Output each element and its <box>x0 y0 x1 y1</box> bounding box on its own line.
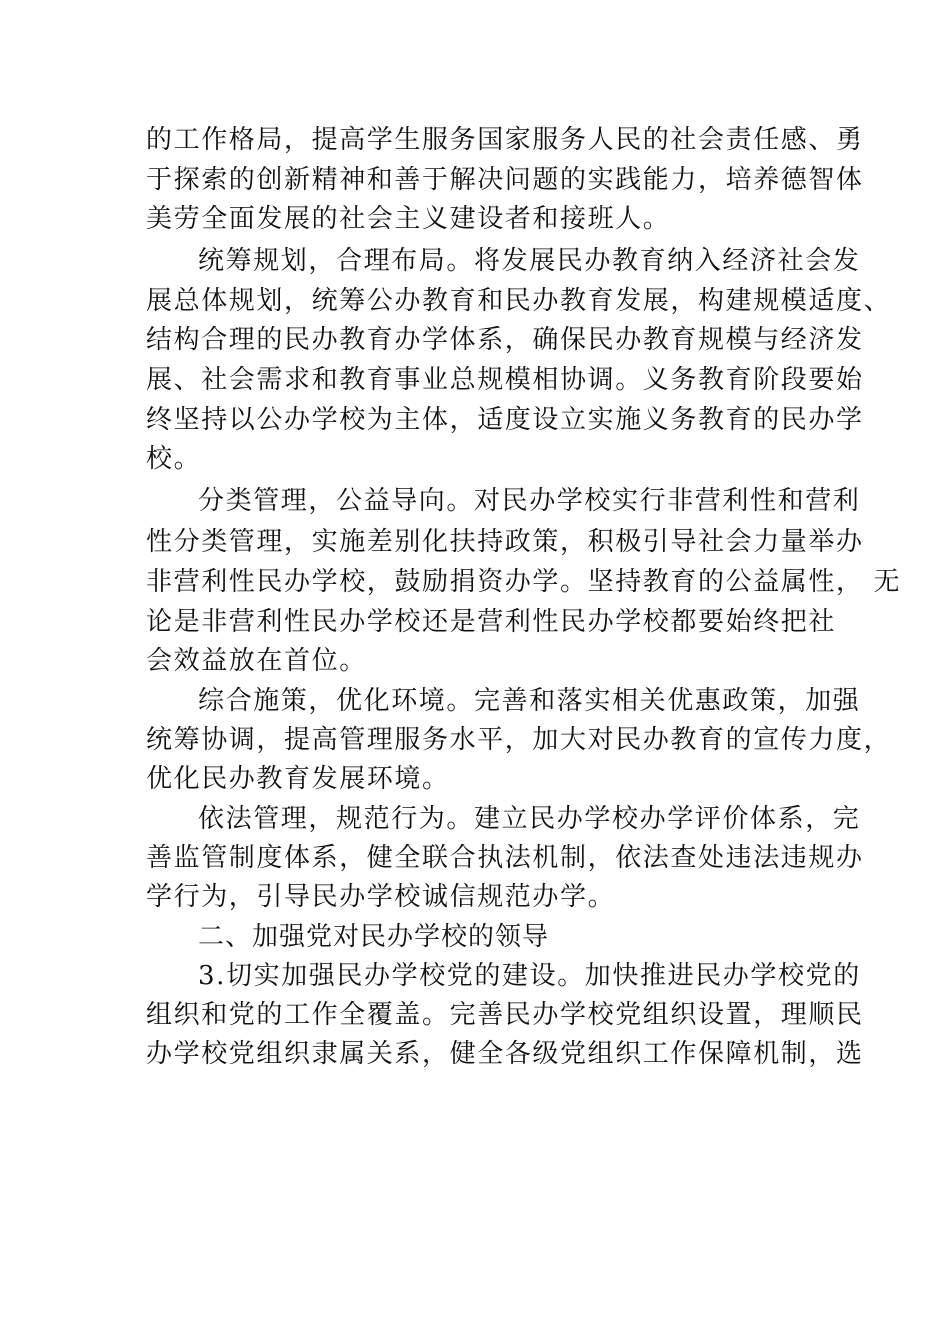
paragraph-5-line-1: 依法管理，规范行为。建立民办学校办学评价体系，完 <box>198 804 861 834</box>
paragraph-2-line-2: 展总体规划，统筹公办教育和民办教育发展，构建规模适度、 <box>146 286 892 316</box>
paragraph-6-line-2: 组织和党的工作全覆盖。完善民办学校党组织设置，理顺民 <box>146 1000 864 1030</box>
paragraph-1-line-1: 的工作格局，提高学生服务国家服务人民的社会责任感、勇 <box>146 125 864 155</box>
paragraph-6-line-1: 3.切实加强民办学校党的建设。加快推进民办学校党的 <box>198 961 861 991</box>
paragraph-2-line-6: 校。 <box>146 444 202 474</box>
paragraph-2-line-3: 结构合理的民办教育办学体系，确保民办教育规模与经济发 <box>146 325 864 355</box>
paragraph-2-line-4: 展、社会需求和教育事业总规模相协调。义务教育阶段要始 <box>146 365 864 395</box>
paragraph-2-line-5: 终坚持以公办学校为主体，适度设立实施义务教育的民办学 <box>146 405 864 435</box>
paragraph-4-line-1: 综合施策，优化环境。完善和落实相关优惠政策，加强 <box>198 686 861 716</box>
paragraph-3-line-4: 论是非营利性民办学校还是营利性民办学校都要始终把社 <box>146 607 837 637</box>
paragraph-3-line-5: 会效益放在首位。 <box>146 646 367 676</box>
paragraph-2-line-1: 统筹规划，合理布局。将发展民办教育纳入经济社会发 <box>198 246 861 276</box>
paragraph-5-line-2: 善监管制度体系，健全联合执法机制，依法查处违法违规办 <box>146 843 864 873</box>
paragraph-4-line-3: 优化民办教育发展环境。 <box>146 764 450 794</box>
paragraph-3-line-1: 分类管理，公益导向。对民办学校实行非营利性和营利 <box>198 486 861 516</box>
paragraph-1-line-2: 于探索的创新精神和善于解决问题的实践能力，培养德智体 <box>146 165 864 195</box>
paragraph-3-line-2: 性分类管理，实施差别化扶持政策，积极引导社会力量举办 <box>146 527 864 557</box>
paragraph-1-line-3: 美劳全面发展的社会主义建设者和接班人。 <box>146 204 671 234</box>
section-heading: 二、加强党对民办学校的领导 <box>198 922 550 952</box>
paragraph-6-line-3: 办学校党组织隶属关系，健全各级党组织工作保障机制，选 <box>146 1039 864 1069</box>
paragraph-3-line-3: 非营利性民办学校，鼓励捐资办学。坚持教育的公益属性， 无 <box>146 567 902 597</box>
paragraph-5-line-3: 学行为，引导民办学校诚信规范办学。 <box>146 882 616 912</box>
paragraph-4-line-2: 统筹协调，提高管理服务水平，加大对民办教育的宣传力度， <box>146 725 892 755</box>
